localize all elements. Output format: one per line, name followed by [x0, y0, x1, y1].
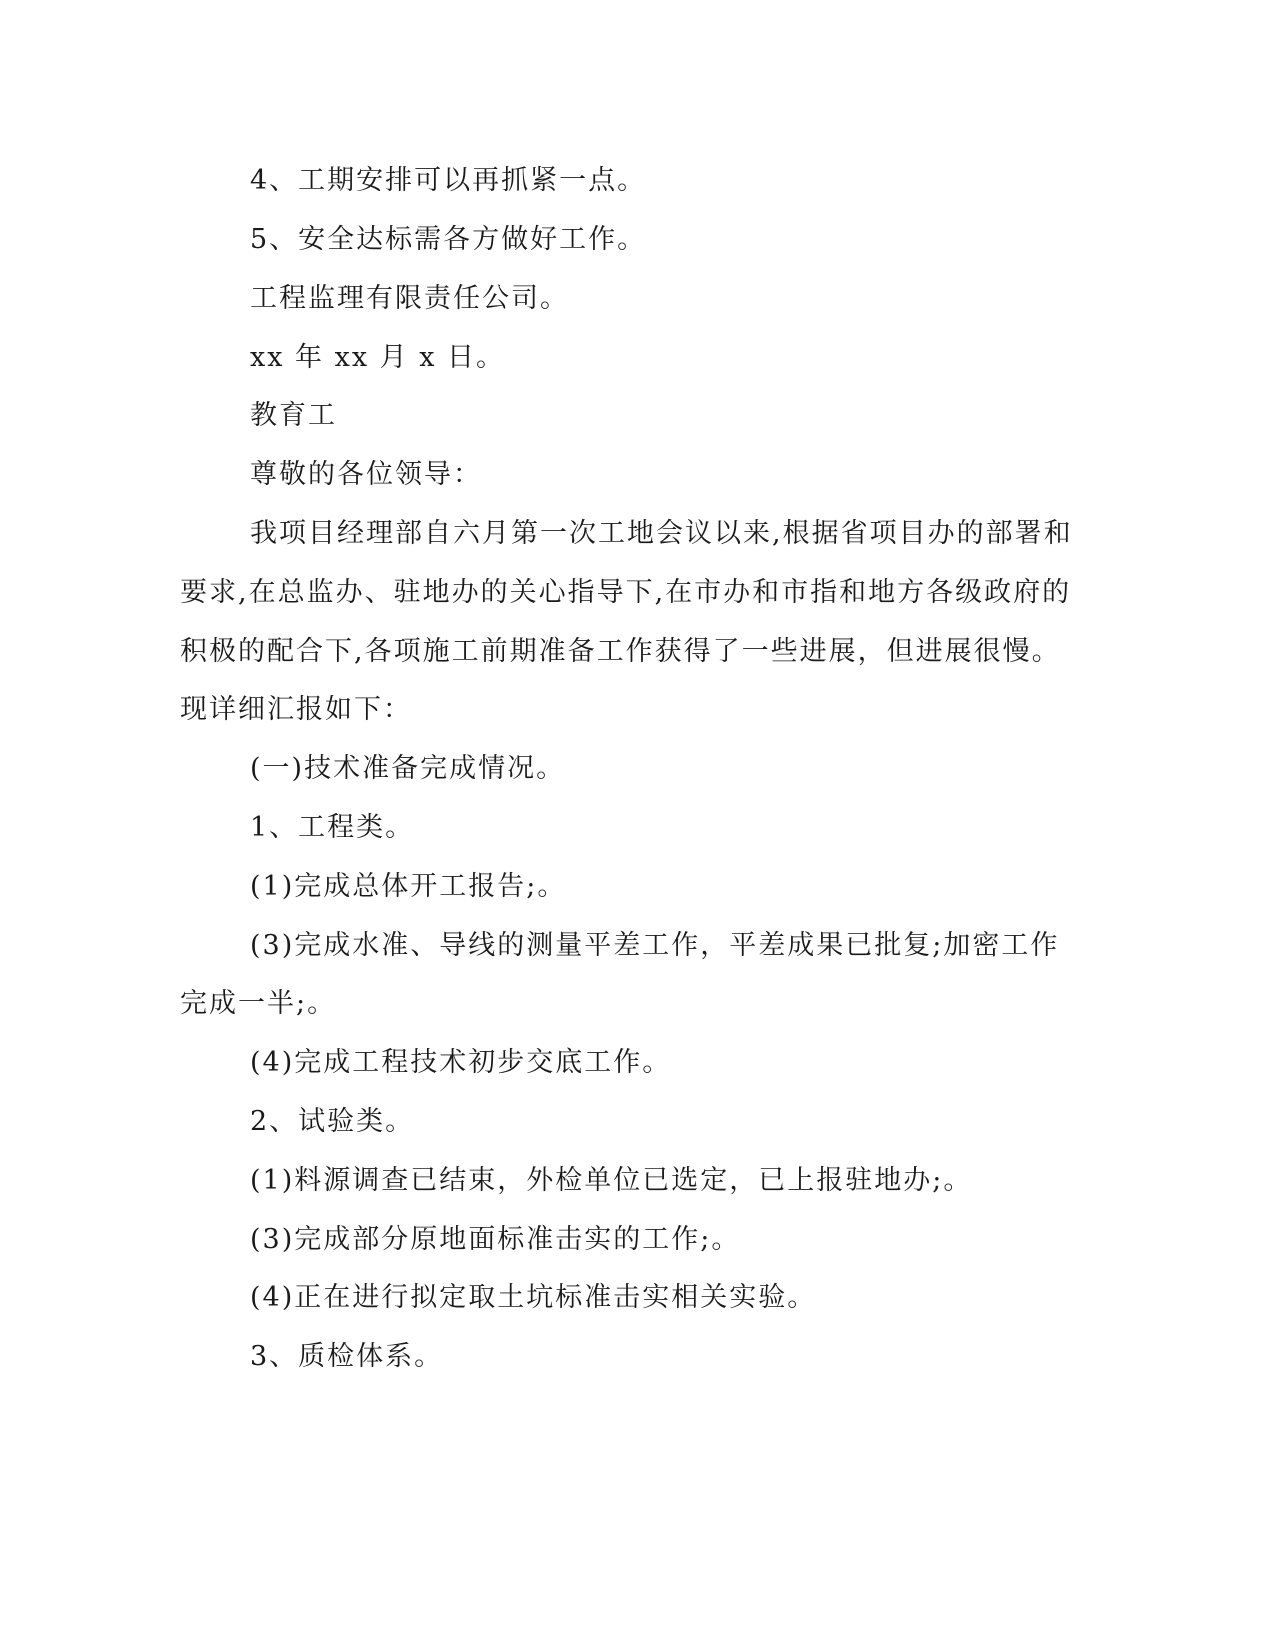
salutation: 尊敬的各位领导： — [250, 459, 482, 490]
engineering-item-3-cont: 完成一半;。 — [180, 988, 337, 1019]
paragraph-line-2: 要求,在总监办、驻地办的关心指导下,在市办和市指和地方各级政府的 — [180, 577, 1072, 608]
paragraph-line-4: 现详细汇报如下： — [180, 694, 412, 725]
engineering-item-1: (1)完成总体开工报告;。 — [250, 871, 567, 902]
signature-date: xx 年 xx 月 x 日。 — [250, 342, 506, 373]
section-heading: 教育工 — [250, 400, 337, 431]
category-quality: 3、质检体系。 — [250, 1341, 444, 1372]
category-testing: 2、试验类。 — [250, 1106, 415, 1137]
testing-item-1: (1)料源调查已结束，外检单位已选定，已上报驻地办;。 — [250, 1165, 973, 1196]
engineering-item-3: (3)完成水准、导线的测量平差工作，平差成果已批复;加密工作 — [250, 930, 1060, 961]
item-safety: 5、安全达标需各方做好工作。 — [250, 224, 647, 255]
engineering-item-4: (4)完成工程技术初步交底工作。 — [250, 1047, 672, 1078]
testing-item-4: (4)正在进行拟定取土坑标准击实相关实验。 — [250, 1282, 817, 1313]
company-signature: 工程监理有限责任公司。 — [250, 283, 569, 314]
item-schedule: 4、工期安排可以再抓紧一点。 — [250, 165, 647, 196]
category-engineering: 1、工程类。 — [250, 812, 415, 843]
subsection-technical: (一)技术准备完成情况。 — [250, 753, 566, 784]
paragraph-line-1: 我项目经理部自六月第一次工地会议以来,根据省项目办的部署和 — [250, 518, 1073, 549]
paragraph-line-3: 积极的配合下,各项施工前期准备工作获得了一些进展，但进展很慢。 — [180, 636, 1061, 667]
testing-item-3: (3)完成部分原地面标准击实的工作;。 — [250, 1224, 741, 1255]
